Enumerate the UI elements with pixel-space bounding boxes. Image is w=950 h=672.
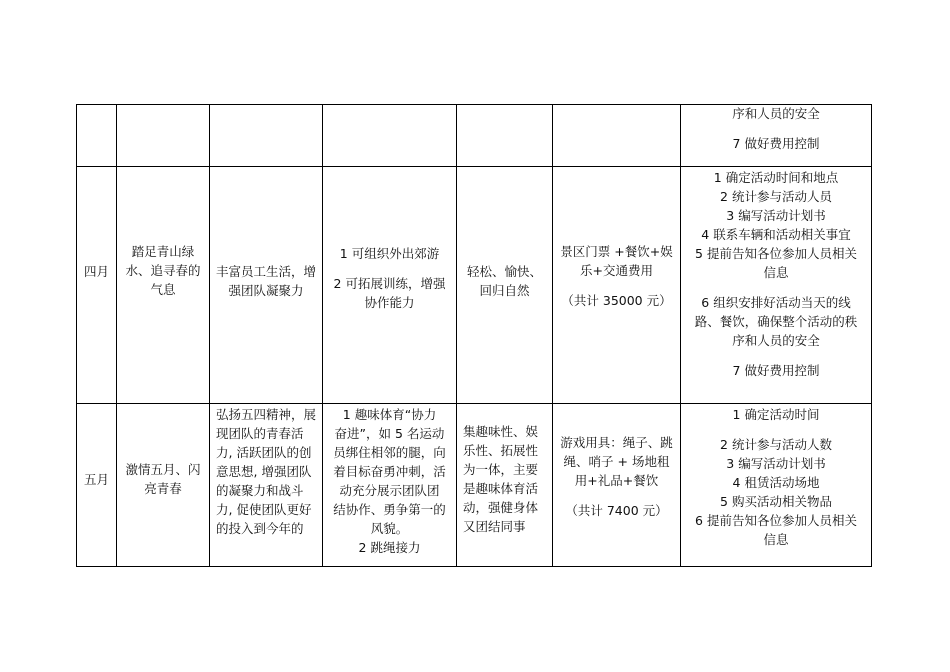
feature-line: 是趣味体育活: [463, 481, 539, 496]
cost-cell-may: [553, 433, 680, 520]
steps-line: 序和人员的安全: [732, 106, 820, 121]
feature-cell-may: [463, 422, 551, 536]
column-divider: [871, 104, 872, 567]
column-divider: [456, 104, 457, 567]
steps-line: 3 编写活动计划书: [726, 456, 826, 471]
cost-cell-april: [553, 242, 680, 310]
column-divider: [76, 104, 77, 567]
month-label: 五月: [83, 472, 109, 487]
form-line: 2 跳绳接力: [358, 540, 421, 555]
form-line: 2 可拓展训练，增强: [333, 276, 446, 291]
form-line: 协作能力: [364, 295, 415, 310]
purpose-line: 现团队的青春活: [216, 426, 304, 441]
feature-line: 动，强健身体: [463, 500, 539, 515]
theme-cell-may: [117, 460, 209, 498]
row0-steps-cell: [681, 104, 871, 153]
steps-line: 4 联系车辆和活动相关事宜: [701, 227, 851, 242]
feature-line: 为一体，主要: [463, 462, 539, 477]
steps-line: 1 确定活动时间: [732, 407, 820, 422]
cost-line: 绳、哨子 + 场地租: [563, 454, 670, 469]
theme-line: 踏足青山绿: [131, 244, 195, 259]
steps-line: 6 组织安排好活动当天的线: [701, 295, 851, 310]
feature-line: 又团结同事: [463, 519, 526, 534]
purpose-line: 力, 活跃团队的创: [216, 445, 312, 460]
feature-cell-april: [457, 262, 552, 300]
steps-line: 路、餐饮，确保整个活动的秩: [694, 314, 858, 329]
form-line: 员绑住相邻的腿，向: [333, 445, 446, 460]
theme-line: 激情五月、闪: [125, 462, 201, 477]
steps-cell-may: [681, 405, 871, 549]
steps-line: 2 统计参与活动人数: [720, 437, 832, 452]
purpose-line: 弘扬五四精神，展: [216, 407, 317, 422]
table-bottom-border: [76, 566, 872, 567]
feature-line: 乐性、拓展性: [463, 443, 539, 458]
feature-line: 集趣味性、娱: [463, 424, 539, 439]
steps-cell-april: [681, 168, 871, 380]
month-cell-may: [77, 470, 116, 489]
purpose-cell-april: [210, 262, 322, 300]
purpose-line: 丰富员工生活，增: [215, 264, 316, 279]
form-line: 动充分展示团队团: [339, 483, 440, 498]
theme-cell-april: [117, 242, 209, 299]
steps-line: 7 做好费用控制: [732, 136, 820, 151]
cost-line: （共计 35000 元）: [561, 293, 672, 308]
theme-line: 气息: [150, 282, 176, 297]
purpose-line: 的投入到今年的: [216, 521, 304, 536]
steps-line: 信息: [763, 532, 789, 547]
steps-line: 序和人员的安全: [732, 333, 820, 348]
form-cell-april: [323, 244, 456, 312]
purpose-line: 强团队凝聚力: [228, 283, 304, 298]
steps-line: 信息: [763, 265, 789, 280]
steps-line: 7 做好费用控制: [732, 363, 820, 378]
steps-line: 3 编写活动计划书: [726, 208, 826, 223]
cost-line: 用+礼品+餐饮: [574, 473, 659, 488]
purpose-line: 意思想, 增强团队: [216, 464, 312, 479]
row-divider-2: [76, 403, 872, 404]
steps-line: 5 提前告知各位参加人员相关: [695, 246, 857, 261]
steps-line: 2 统计参与活动人员: [720, 189, 832, 204]
form-line: 着目标奋勇冲刺，活: [333, 464, 446, 479]
purpose-line: 的凝聚力和战斗: [216, 483, 304, 498]
steps-line: 1 确定活动时间和地点: [713, 170, 839, 185]
steps-line: 5 购买活动相关物品: [720, 494, 832, 509]
form-line: 1 趣味体育“协力: [342, 407, 437, 422]
month-cell-april: [77, 262, 116, 281]
month-label: 四月: [83, 264, 109, 279]
form-cell-may: [323, 405, 456, 557]
feature-line: 回归自然: [479, 283, 530, 298]
cost-line: （共计 7400 元）: [565, 503, 668, 518]
cost-line: 游戏用具：绳子、跳: [560, 435, 673, 450]
feature-line: 轻松、愉快、: [466, 264, 542, 279]
cost-line: 乐+交通费用: [580, 263, 653, 278]
theme-line: 亮青春: [144, 481, 182, 496]
theme-line: 水、追寻春的: [125, 263, 201, 278]
row-divider-1: [76, 166, 872, 167]
steps-line: 6 提前告知各位参加人员相关: [695, 513, 857, 528]
purpose-line: 力, 促使团队更好: [216, 502, 312, 517]
steps-line: 4 租赁活动场地: [732, 475, 820, 490]
cost-line: 景区门票 +餐饮+娱: [560, 244, 673, 259]
form-line: 结协作、勇争第一的: [333, 502, 446, 517]
column-divider: [209, 104, 210, 567]
purpose-cell-may: [216, 405, 320, 538]
form-line: 风貌。: [370, 521, 409, 536]
form-line: 奋进”，如 5 名运动: [334, 426, 445, 441]
form-line: 1 可组织外出郊游: [339, 246, 440, 261]
